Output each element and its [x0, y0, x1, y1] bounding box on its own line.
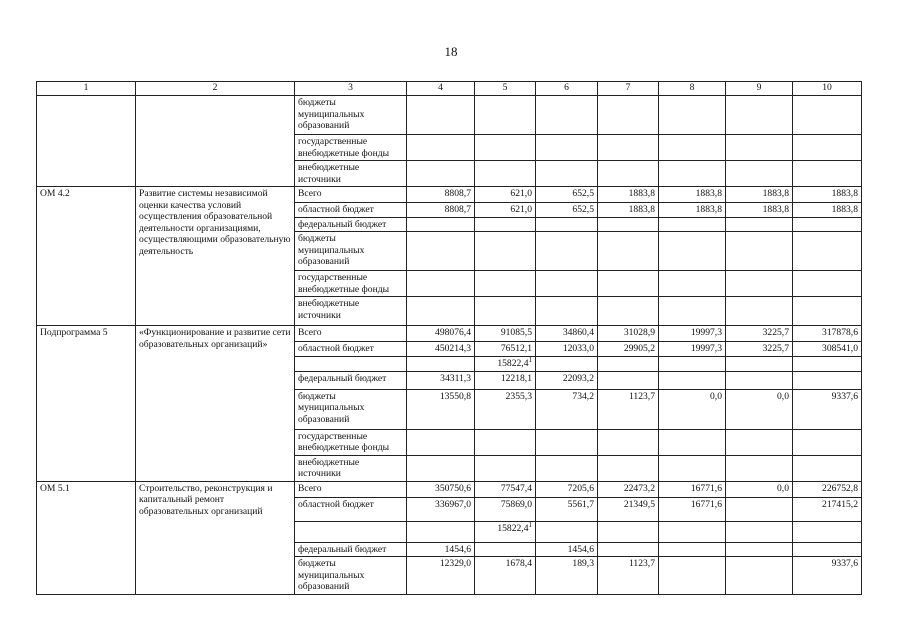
- value-cell: 621,0: [475, 187, 536, 203]
- value-cell: 16771,6: [659, 497, 726, 521]
- value-cell: [659, 455, 726, 481]
- footnote-value: 15822,4: [497, 522, 529, 534]
- value-cell: [407, 455, 475, 481]
- value-cell: 3225,7: [726, 326, 793, 342]
- program-name: [136, 96, 295, 187]
- value-cell: 5561,7: [536, 497, 598, 521]
- value-cell: [475, 161, 536, 187]
- column-header: 9: [726, 82, 793, 96]
- value-cell: [659, 271, 726, 297]
- value-cell: 16771,6: [659, 481, 726, 497]
- value-cell: [793, 521, 862, 542]
- value-cell: [726, 521, 793, 542]
- value-cell: [536, 271, 598, 297]
- value-cell: [536, 455, 598, 481]
- column-header: 10: [793, 82, 862, 96]
- value-cell: 652,5: [536, 187, 598, 203]
- value-cell: [726, 217, 793, 232]
- value-cell: [536, 297, 598, 326]
- value-cell: 1883,8: [726, 203, 793, 218]
- value-cell: 0,0: [659, 389, 726, 429]
- value-cell: [475, 542, 536, 557]
- value-cell: 308541,0: [793, 342, 862, 357]
- funding-source: федеральный бюджет: [295, 371, 407, 389]
- value-cell: [598, 356, 659, 371]
- value-cell: 2355,3: [475, 389, 536, 429]
- value-cell: [475, 135, 536, 161]
- value-cell: [536, 429, 598, 455]
- value-cell: 34860,4: [536, 326, 598, 342]
- value-cell: [475, 455, 536, 481]
- value-cell: [475, 297, 536, 326]
- value-cell: [475, 271, 536, 297]
- table-header-row: [37, 82, 862, 96]
- value-cell: [726, 271, 793, 297]
- value-cell: 13550,8: [407, 389, 475, 429]
- footnote-mark: 1: [528, 356, 532, 364]
- value-cell: [407, 161, 475, 187]
- funding-source: государственные внебюджетные фонды: [295, 271, 407, 297]
- value-cell: [407, 232, 475, 271]
- column-header: 2: [136, 82, 295, 96]
- funding-source: государственные внебюджетные фонды: [295, 429, 407, 455]
- value-cell: [598, 521, 659, 542]
- value-cell: 498076,4: [407, 326, 475, 342]
- value-cell: [659, 135, 726, 161]
- value-cell: 75869,0: [475, 497, 536, 521]
- value-cell: [726, 161, 793, 187]
- value-cell: 217415,2: [793, 497, 862, 521]
- program-name: Развитие системы независимой оценки качества условий осуществления образовательной деятельности организациями, осуществляющими образовательную деятельность: [136, 187, 295, 326]
- funding-source: областной бюджет: [295, 342, 407, 357]
- value-cell: [659, 542, 726, 557]
- value-cell: [598, 271, 659, 297]
- value-cell: [659, 371, 726, 389]
- value-cell: [536, 521, 598, 542]
- value-cell: [407, 135, 475, 161]
- budget-table: [36, 81, 862, 595]
- value-cell: [659, 356, 726, 371]
- value-cell: [407, 217, 475, 232]
- value-cell: 1883,8: [598, 203, 659, 218]
- value-cell: 734,2: [536, 389, 598, 429]
- value-cell: 9337,6: [793, 389, 862, 429]
- value-cell: [793, 356, 862, 371]
- value-cell: 76512,1: [475, 342, 536, 357]
- value-cell: [726, 429, 793, 455]
- funding-source: Всего: [295, 187, 407, 203]
- table-row: [37, 96, 862, 135]
- value-cell: [598, 135, 659, 161]
- value-cell: [536, 135, 598, 161]
- value-cell: [407, 429, 475, 455]
- funding-source: бюджеты муниципальных образований: [295, 557, 407, 595]
- value-cell: [793, 232, 862, 271]
- funding-source: областной бюджет: [295, 203, 407, 218]
- value-cell: [659, 521, 726, 542]
- value-cell: 8808,7: [407, 203, 475, 218]
- footnote-value-cell: [475, 356, 536, 371]
- funding-source-cell: [295, 356, 407, 371]
- value-cell: 91085,5: [475, 326, 536, 342]
- value-cell: [536, 96, 598, 135]
- funding-source: бюджеты муниципальных образований: [295, 96, 407, 135]
- value-cell: [475, 217, 536, 232]
- value-cell: 621,0: [475, 203, 536, 218]
- value-cell: 1123,7: [598, 389, 659, 429]
- value-cell: [536, 356, 598, 371]
- value-cell: 9337,6: [793, 557, 862, 595]
- value-cell: 1883,8: [598, 187, 659, 203]
- value-cell: [598, 217, 659, 232]
- value-cell: [407, 297, 475, 326]
- value-cell: [407, 356, 475, 371]
- value-cell: 450214,3: [407, 342, 475, 357]
- value-cell: [793, 371, 862, 389]
- column-header: 6: [536, 82, 598, 96]
- value-cell: 19997,3: [659, 342, 726, 357]
- value-cell: 8808,7: [407, 187, 475, 203]
- value-cell: [793, 429, 862, 455]
- value-cell: [659, 96, 726, 135]
- table-body: [37, 96, 862, 595]
- value-cell: 189,3: [536, 557, 598, 595]
- program-name: «Функционирование и развитие сети образовательных организаций»: [136, 326, 295, 482]
- value-cell: 1883,8: [793, 203, 862, 218]
- value-cell: 29905,2: [598, 342, 659, 357]
- value-cell: 1883,8: [659, 203, 726, 218]
- value-cell: 1883,8: [726, 187, 793, 203]
- column-header: 7: [598, 82, 659, 96]
- value-cell: [659, 161, 726, 187]
- value-cell: [475, 232, 536, 271]
- value-cell: 19997,3: [659, 326, 726, 342]
- funding-source-cell: [295, 521, 407, 542]
- value-cell: [726, 135, 793, 161]
- value-cell: [407, 271, 475, 297]
- value-cell: 77547,4: [475, 481, 536, 497]
- value-cell: 317878,6: [793, 326, 862, 342]
- value-cell: [475, 96, 536, 135]
- column-header: 5: [475, 82, 536, 96]
- table-row: [37, 481, 862, 497]
- value-cell: 1454,6: [536, 542, 598, 557]
- value-cell: [598, 232, 659, 271]
- value-cell: 7205,6: [536, 481, 598, 497]
- value-cell: [793, 161, 862, 187]
- funding-source: бюджеты муниципальных образований: [295, 232, 407, 271]
- funding-source: внебюджетные источники: [295, 161, 407, 187]
- value-cell: [407, 521, 475, 542]
- column-header: 4: [407, 82, 475, 96]
- funding-source: Всего: [295, 481, 407, 497]
- value-cell: [726, 557, 793, 595]
- value-cell: [598, 96, 659, 135]
- value-cell: [793, 271, 862, 297]
- value-cell: [659, 232, 726, 271]
- value-cell: 1454,6: [407, 542, 475, 557]
- value-cell: [793, 96, 862, 135]
- value-cell: [475, 429, 536, 455]
- funding-source: областной бюджет: [295, 497, 407, 521]
- value-cell: 652,5: [536, 203, 598, 218]
- value-cell: [726, 232, 793, 271]
- value-cell: 22473,2: [598, 481, 659, 497]
- page-number: 18: [444, 44, 458, 59]
- value-cell: [536, 232, 598, 271]
- funding-source: федеральный бюджет: [295, 217, 407, 232]
- value-cell: 226752,8: [793, 481, 862, 497]
- value-cell: 1883,8: [793, 187, 862, 203]
- value-cell: [793, 455, 862, 481]
- value-cell: [598, 297, 659, 326]
- value-cell: 1678,4: [475, 557, 536, 595]
- table-row: [37, 326, 862, 342]
- table-row: [37, 187, 862, 203]
- value-cell: [598, 542, 659, 557]
- value-cell: [726, 371, 793, 389]
- value-cell: [598, 371, 659, 389]
- value-cell: 0,0: [726, 389, 793, 429]
- value-cell: [598, 429, 659, 455]
- value-cell: [726, 297, 793, 326]
- value-cell: 34311,3: [407, 371, 475, 389]
- footnote-value-cell: [475, 521, 536, 542]
- column-header: 3: [295, 82, 407, 96]
- funding-source: федеральный бюджет: [295, 542, 407, 557]
- program-name: Строительство, реконструкция и капитальный ремонт образовательных организаций: [136, 481, 295, 595]
- value-cell: 336967,0: [407, 497, 475, 521]
- value-cell: [793, 297, 862, 326]
- value-cell: [793, 135, 862, 161]
- value-cell: 12033,0: [536, 342, 598, 357]
- program-code: ОМ 5.1: [37, 481, 136, 595]
- footnote-value: 15822,4: [497, 357, 529, 369]
- value-cell: 1123,7: [598, 557, 659, 595]
- value-cell: 31028,9: [598, 326, 659, 342]
- program-code: ОМ 4.2: [37, 187, 136, 326]
- value-cell: [726, 356, 793, 371]
- value-cell: 22093,2: [536, 371, 598, 389]
- column-header: 1: [37, 82, 136, 96]
- value-cell: [598, 455, 659, 481]
- funding-source: Всего: [295, 326, 407, 342]
- value-cell: [536, 161, 598, 187]
- value-cell: [793, 542, 862, 557]
- program-code: [37, 96, 136, 187]
- value-cell: 12329,0: [407, 557, 475, 595]
- value-cell: 21349,5: [598, 497, 659, 521]
- value-cell: 3225,7: [726, 342, 793, 357]
- funding-source: внебюджетные источники: [295, 297, 407, 326]
- value-cell: [726, 96, 793, 135]
- program-code: Подпрограмма 5: [37, 326, 136, 482]
- funding-source: государственные внебюджетные фонды: [295, 135, 407, 161]
- footnote-mark: 1: [528, 521, 532, 529]
- value-cell: [598, 161, 659, 187]
- column-header: 8: [659, 82, 726, 96]
- value-cell: 1883,8: [659, 187, 726, 203]
- value-cell: 12218,1: [475, 371, 536, 389]
- value-cell: [726, 497, 793, 521]
- value-cell: [793, 217, 862, 232]
- value-cell: [659, 557, 726, 595]
- value-cell: [659, 429, 726, 455]
- value-cell: [536, 217, 598, 232]
- value-cell: [726, 455, 793, 481]
- funding-source: внебюджетные источники: [295, 455, 407, 481]
- value-cell: [407, 96, 475, 135]
- value-cell: [726, 542, 793, 557]
- value-cell: 0,0: [726, 481, 793, 497]
- value-cell: 350750,6: [407, 481, 475, 497]
- value-cell: [659, 297, 726, 326]
- value-cell: [659, 217, 726, 232]
- funding-source: бюджеты муниципальных образований: [295, 389, 407, 429]
